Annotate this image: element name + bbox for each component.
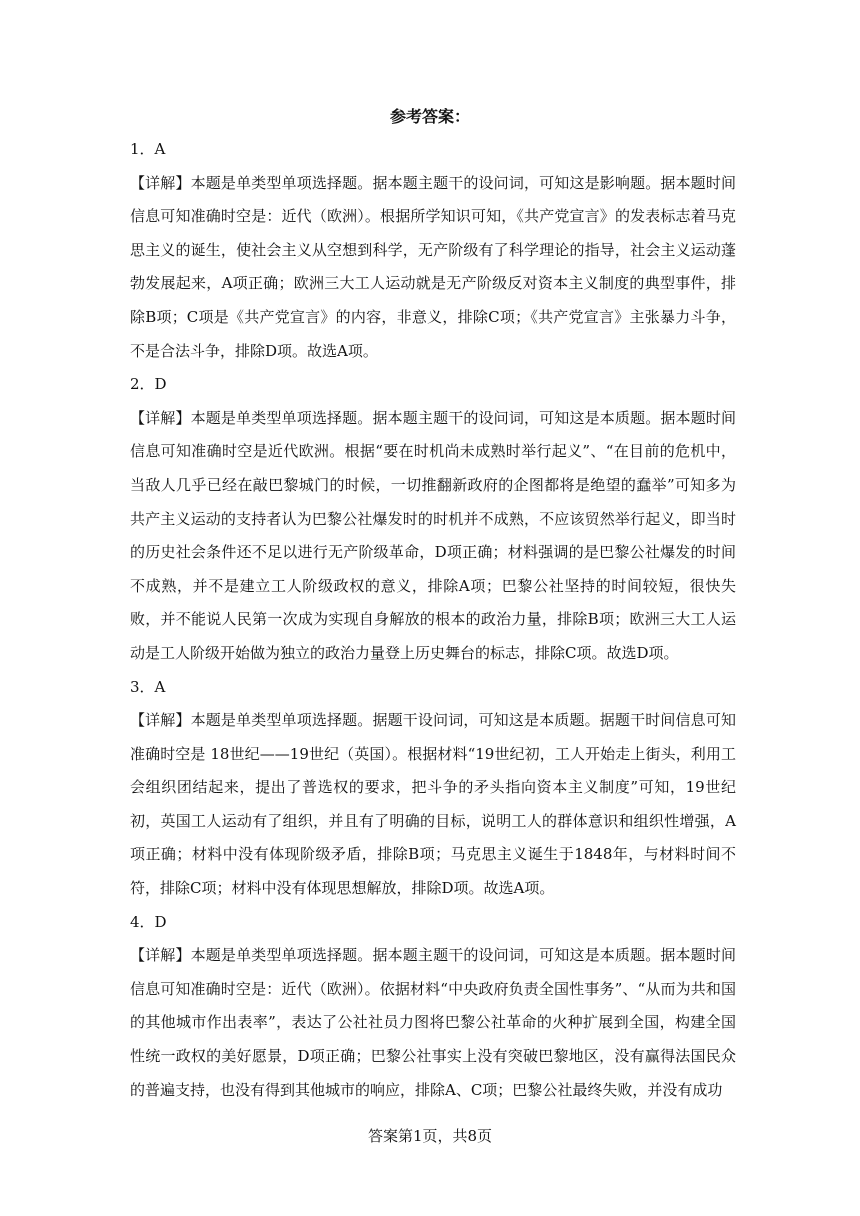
answer-explanation: 【详解】本题是单类型单项选择题。据题干设问词，可知这是本质题。据题干时间信息可知准确时空是 18世纪——19世纪（英国）。根据材料“19世纪初，工人开始走上街头，利用工会组织团结起来，提出了普选权的要求，把斗争的矛头指向资本主义制度”可知，19世纪初，英国工人运动有了组织，并且有了明确的目标，说明工人的群体意识和组织性增强，A项正确；材料中没有体现阶级矛盾，排除B项；马克思主义诞生于1848年，与材料时间不符，排除C项；材料中没有体现思想解放，排除D项。故选A项。 — [130, 711, 736, 898]
page-title: 参考答案： — [389, 107, 470, 126]
answer-item — [130, 133, 736, 368]
answer-number: 1．A — [130, 140, 166, 158]
answer-list — [130, 133, 736, 1107]
answer-item — [130, 368, 736, 670]
answer-explanation: 【详解】本题是单类型单项选择题。据本题主题干的设问词，可知这是本质题。据本题时间信息可知准确时空是近代欧洲。根据“要在时机尚未成熟时举行起义”、“在目前的危机中，当敌人几乎已经在敲巴黎城门的时候，一切推翻新政府的企图都将是绝望的蠢举”可知多为共产主义运动的支持者认为巴黎公社爆发时的时机并不成熟，不应该贸然举行起义，即当时的历史社会条件还不足以进行无产阶级革命，D项正确；材料强调的是巴黎公社爆发的时间不成熟，并不是建立工人阶级政权的意义，排除A项；巴黎公社坚持的时间较短，很快失败，并不能说人民第一次成为实现自身解放的根本的政治力量，排除B项；欧洲三大工人运动是工人阶级开始做为独立的政治力量登上历史舞台的标志，排除C项。故选D项。 — [130, 408, 736, 662]
answer-item — [130, 671, 736, 906]
answer-item — [130, 906, 736, 1108]
answer-explanation: 【详解】本题是单类型单项选择题。据本题主题干的设问词，可知这是影响题。据本题时间信息可知准确时空是：近代（欧洲）。根据所学知识可知，《共产党宣言》的发表标志着马克思主义的诞生，使社会主义从空想到科学，无产阶级有了科学理论的指导，社会主义运动蓬勃发展起来，A项正确；欧洲三大工人运动就是无产阶级反对资本主义制度的典型事件，排除B项；C项是《共产党宣言》的内容，非意义，排除C项；《共产党宣言》主张暴力斗争，不是合法斗争，排除D项。故选A项。 — [130, 173, 736, 360]
answer-number: 4．D — [130, 912, 167, 931]
page-footer: 答案第1页，共8页 — [367, 1127, 493, 1145]
answer-number: 3．A — [130, 677, 166, 696]
answer-explanation: 【详解】本题是单类型单项选择题。据本题主题干的设问词，可知这是本质题。据本题时间信息可知准确时空是：近代（欧洲）。依据材料“中央政府负责全国性事务”、“从而为共和国的其他城市作出表率”，表达了公社社员力图将巴黎公社革命的火种扩展到全国，构建全国性统一政权的美好愿景，D项正确；巴黎公社事实上没有突破巴黎地区，没有赢得法国民众的普遍支持，也没有得到其他城市的响应，排除A、C项；巴黎公社最终失败，并没有成功 — [130, 946, 736, 1099]
answer-number: 2．D — [130, 375, 167, 394]
